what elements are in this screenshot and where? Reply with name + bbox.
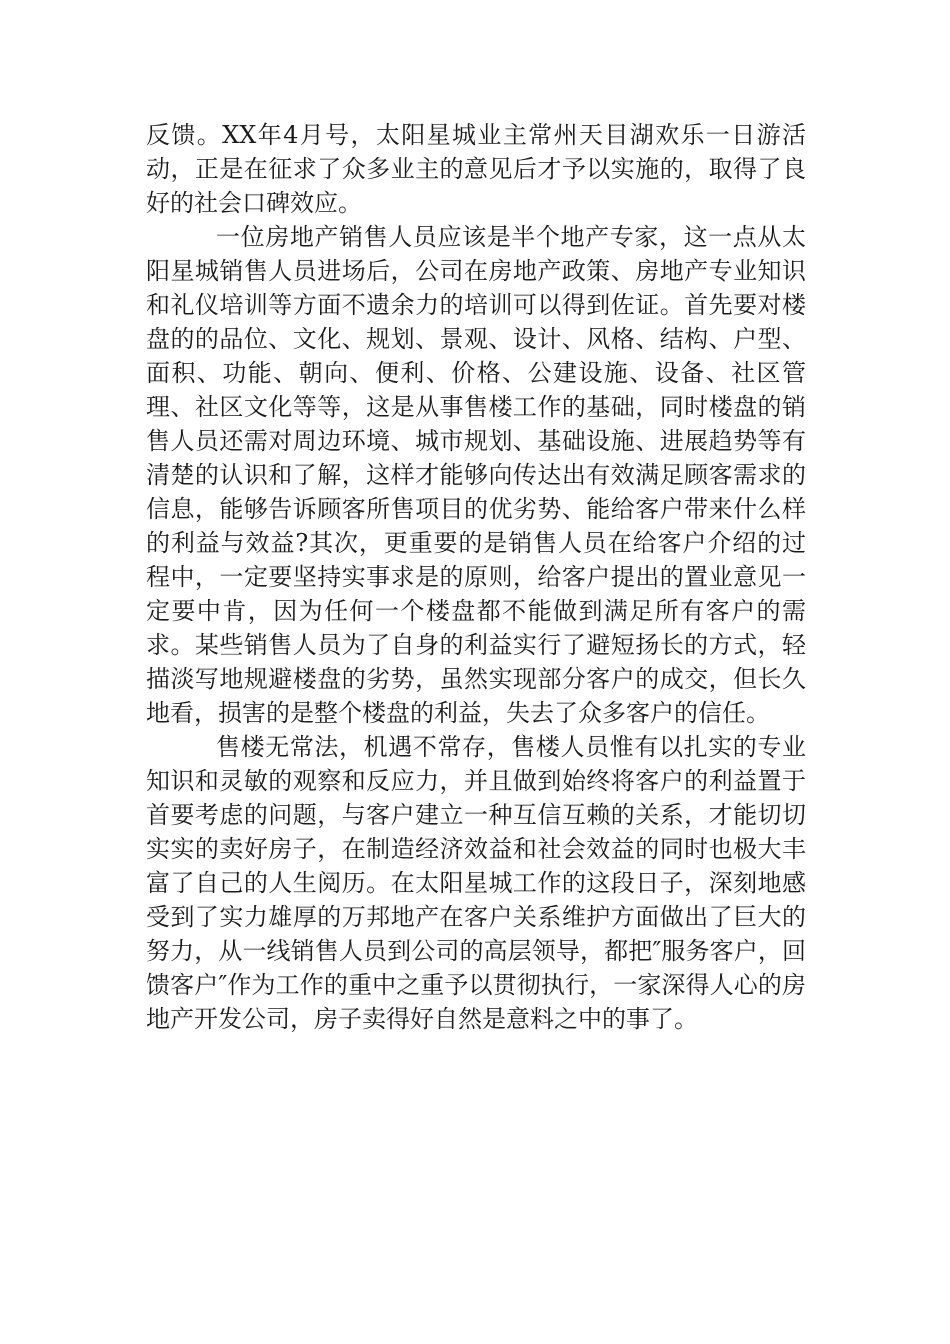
paragraph-2: 一位房地产销售人员应该是半个地产专家，这一点从太阳星城销售人员进场后，公司在房地产政策、房地产专业知识和礼仪培训等方面不遗余力的培训可以得到佐证。首先要对楼盘的的品位、文化、规划、景观、设计、风格、结构、户型、面积、功能、朝向、便利、价格、公建设施、设备、社区管理、社区文化等等，这是从事售楼工作的基础，同时楼盘的销售人员还需对周边环境、城市规划、基础设施、进展趋势等有清楚的认识和了解，这样才能够向传达出有效满足顾客需求的信息，能够告诉顾客所售项目的优劣势、能给客户带来什么样的利益与效益?其次，更重要的是销售人员在给客户介绍的过程中，一定要坚持实事求是的原则，给客户提出的置业意见一定要中肯，因为任何一个楼盘都不能做到满足所有客户的需求。某些销售人员为了自身的利益实行了避短扬长的方式，轻描淡写地规避楼盘的劣势，虽然实现部分客户的成交，但长久地看，损害的是整个楼盘的利益，失去了众多客户的信任。 (146, 223, 806, 727)
paragraph-3: 售楼无常法，机遇不常存，售楼人员惟有以扎实的专业知识和灵敏的观察和反应力，并且做到始终将客户的利益置于首要考虑的问题，与客户建立一种互信互赖的关系，才能切切实实的卖好房子，在制造经济效益和社会效益的同时也极大丰富了自己的人生阅历。在太阳星城工作的这段日子，深刻地感受到了实力雄厚的万邦地产在客户关系维护方面做出了巨大的努力，从一线销售人员到公司的高层领导，都把″服务客户，回馈客户″作为工作的重中之重予以贯彻执行，一家深得人心的房地产开发公司，房子卖得好自然是意料之中的事了。 (146, 733, 806, 1033)
document-body (146, 118, 806, 1036)
paragraph-1: 反馈。XX年4月号，太阳星城业主常州天目湖欢乐一日游活动，正是在征求了众多业主的意见后才予以实施的，取得了良好的社会口碑效应。 (146, 121, 806, 217)
